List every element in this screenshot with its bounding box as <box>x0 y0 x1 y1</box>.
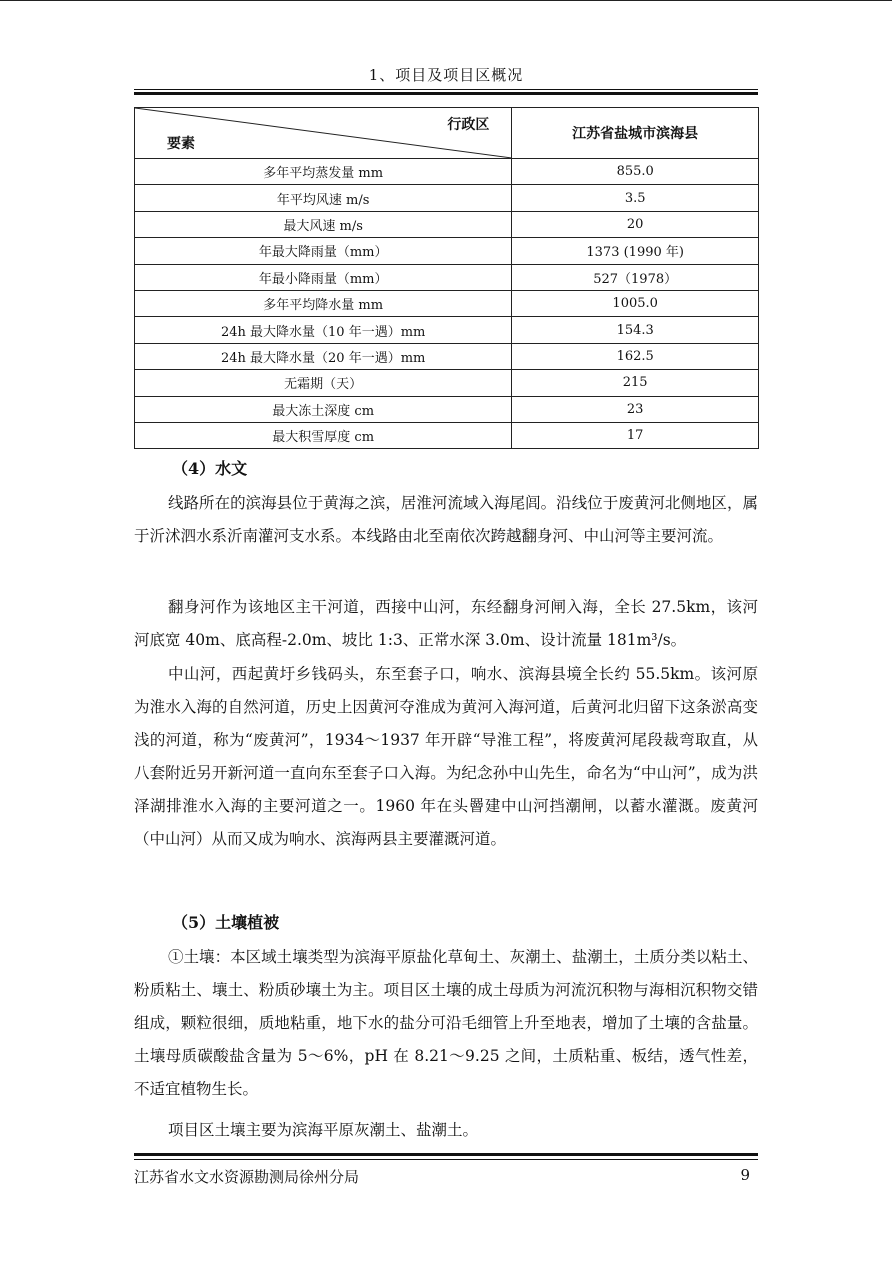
element-axis-label: 要素 <box>167 136 195 152</box>
table-row <box>135 317 759 343</box>
header-rule-thick <box>134 92 758 95</box>
element-value-cell: 23 <box>512 396 759 422</box>
element-name-cell: 年最小降雨量（mm） <box>135 264 512 290</box>
element-value-cell: 855.0 <box>512 159 759 185</box>
element-value-cell: 527（1978） <box>512 264 759 290</box>
element-name-cell: 最大风速 m/s <box>135 211 512 237</box>
footer-organization: 江苏省水文水资源勘测局徐州分局 <box>134 1168 360 1186</box>
element-value-cell: 1005.0 <box>512 290 759 316</box>
table-row <box>135 290 759 316</box>
element-name-cell: 最大冻土深度 cm <box>135 396 512 422</box>
element-value-cell: 162.5 <box>512 343 759 369</box>
element-name-cell: 无霜期（天） <box>135 370 512 396</box>
table-row <box>135 422 759 448</box>
element-value-cell: 20 <box>512 211 759 237</box>
element-value-cell: 3.5 <box>512 185 759 211</box>
table-row <box>135 159 759 185</box>
element-value-cell: 154.3 <box>512 317 759 343</box>
hydrology-paragraph-1: 线路所在的滨海县位于黄海之滨，居淮河流域入海尾闾。沿线位于废黄河北侧地区，属于沂沭泗水系沂南灌河支水系。本线路由北至南依次跨越翻身河、中山河等主要河流。 <box>134 494 758 545</box>
soil-paragraph-2: 项目区土壤主要为滨海平原灰潮土、盐潮土。 <box>168 1121 479 1139</box>
page-header-title: 1、项目及项目区概况 <box>368 66 524 84</box>
table-row <box>135 185 759 211</box>
table-row <box>135 238 759 264</box>
table-row <box>135 370 759 396</box>
hydrology-paragraph-2: 翻身河作为该地区主干河道，西接中山河，东经翻身河闸入海，全长 27.5km，该河河底宽 40m、底高程-2.0m、坡比 1:3、正常水深 3.0m、设计流量 181m³/s。 <box>134 598 758 649</box>
element-name-cell: 24h 最大降水量（20 年一遇）mm <box>135 343 512 369</box>
section-5-heading: （5）土壤植被 <box>172 913 280 932</box>
table-row <box>135 343 759 369</box>
hydrology-paragraph-3: 中山河，西起黄圩乡钱码头，东至套子口，响水、滨海县境全长约 55.5km。该河原为淮水入海的自然河道，历史上因黄河夺淮成为黄河入海河道，后黄河北归留下这条淤高变浅的河道，称为“废黄河”，1934～1937 年开辟“导淮工程”，将废黄河尾段裁弯取直，从八套附近另开新河道一直向东至套子口入海。为纪念孙中山先生，命名为“中山河”，成为洪泽湖排淮水入海的主要河道之一。1960 年在头罾建中山河挡潮闸，以蓄水灌溉。废黄河（中山河）从而又成为响水、滨海两县主要灌溉河道。 <box>134 665 758 848</box>
soil-paragraph-1: ①土壤：本区域土壤类型为滨海平原盐化草甸土、灰潮土、盐潮土，土质分类以粘土、粉质粘土、壤土、粉质砂壤土为主。项目区土壤的成土母质为河流沉积物与海相沉积物交错组成，颗粒很细，质地粘重，地下水的盐分可沿毛细管上升至地表，增加了土壤的含盐量。土壤母质碳酸盐含量为 5～6%，pH 在 8.21～9.25 之间，土质粘重、板结，透气性差，不适宜植物生长。 <box>134 948 758 1098</box>
section-4-heading: （4）水文 <box>172 459 248 478</box>
element-name-cell: 最大积雪厚度 cm <box>135 422 512 448</box>
page-number: 9 <box>740 1166 750 1184</box>
element-value-cell: 215 <box>512 370 759 396</box>
top-border-line <box>0 0 892 1</box>
table-header-row <box>135 108 759 159</box>
table-row <box>135 211 759 237</box>
element-name-cell: 多年平均蒸发量 mm <box>135 159 512 185</box>
element-name-cell: 年最大降雨量（mm） <box>135 238 512 264</box>
element-value-cell: 17 <box>512 422 759 448</box>
region-header: 江苏省盐城市滨海县 <box>512 108 759 159</box>
header-rule-thin <box>134 89 758 90</box>
diagonal-header-cell <box>135 108 512 159</box>
element-name-cell: 多年平均降水量 mm <box>135 290 512 316</box>
element-name-cell: 年平均风速 m/s <box>135 185 512 211</box>
footer-rule-thin <box>134 1159 758 1160</box>
climate-table <box>134 107 759 449</box>
region-axis-label: 行政区 <box>447 117 490 133</box>
table-row <box>135 396 759 422</box>
footer-rule-thick <box>134 1153 758 1156</box>
element-value-cell: 1373 (1990 年) <box>512 238 759 264</box>
element-name-cell: 24h 最大降水量（10 年一遇）mm <box>135 317 512 343</box>
table-row <box>135 264 759 290</box>
